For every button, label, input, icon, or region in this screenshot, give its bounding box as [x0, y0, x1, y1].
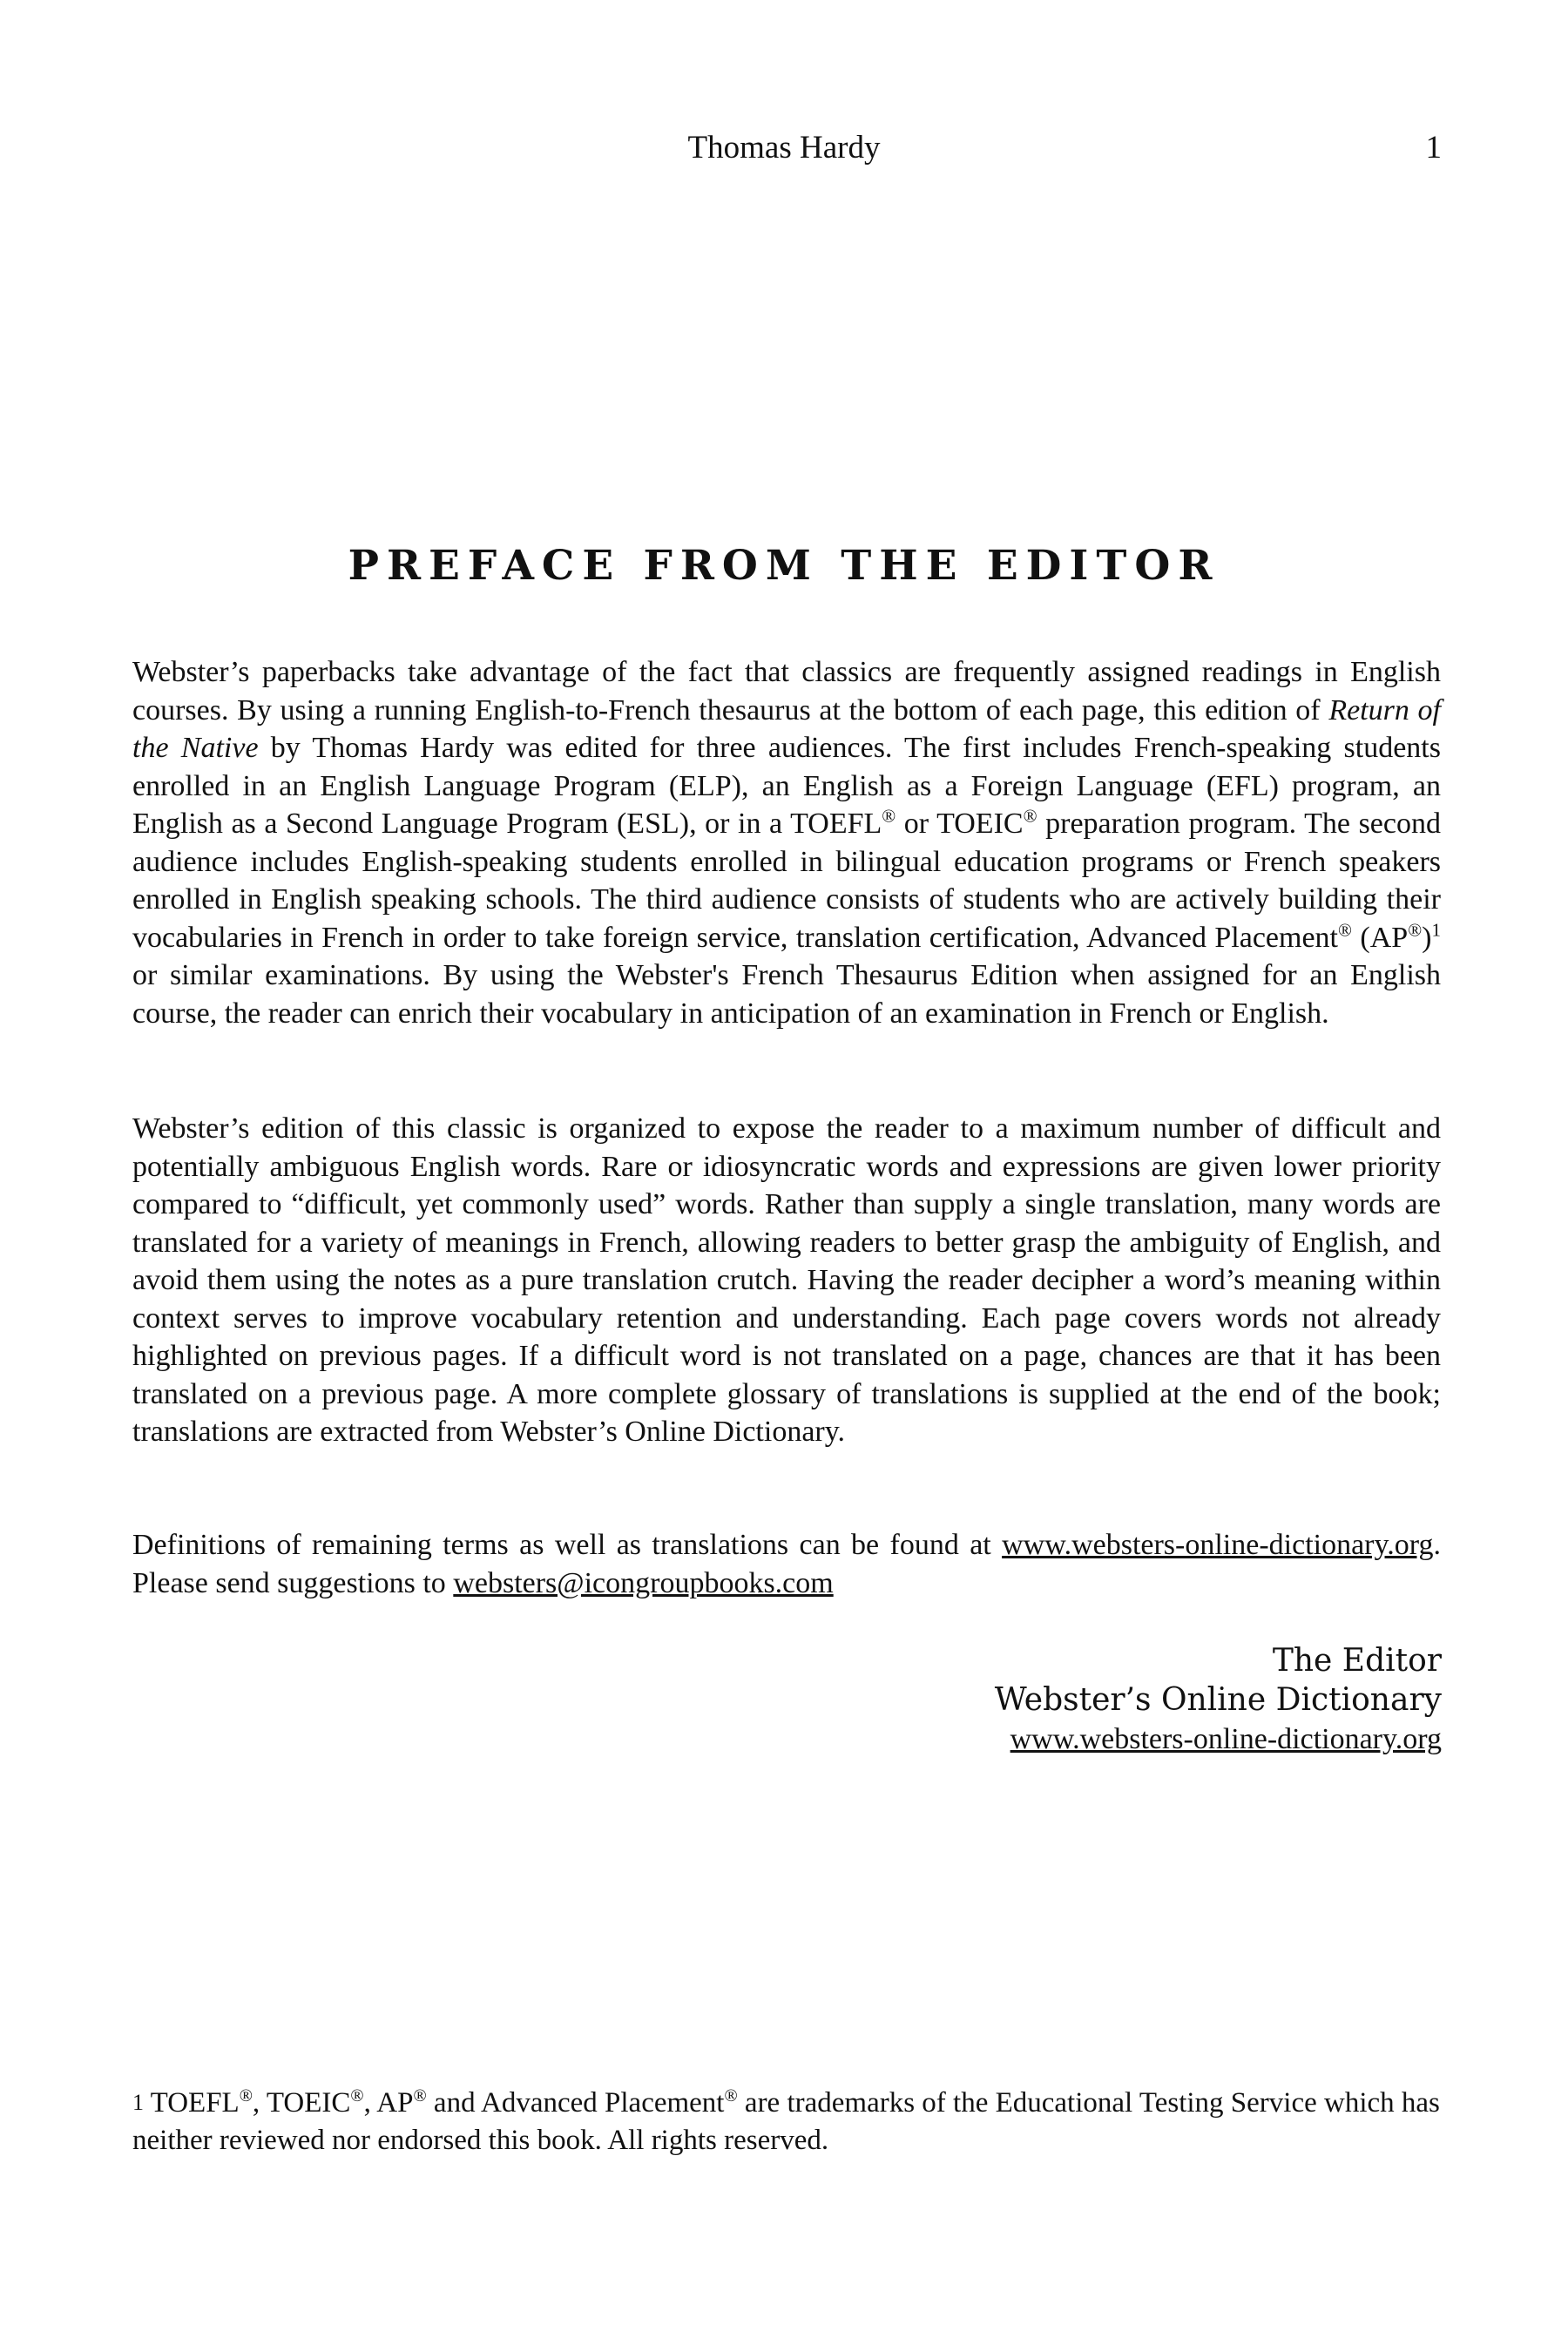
- registered-mark: ®: [1338, 919, 1352, 941]
- registered-mark: ®: [1023, 805, 1037, 827]
- paragraph-text: Definitions of remaining terms as well as translations can be found at: [132, 1529, 1003, 1561]
- intro-paragraph: [132, 653, 1441, 1032]
- signature-editor: The Editor: [1272, 1643, 1442, 1679]
- page-number: 1: [1425, 130, 1442, 166]
- footnote-text: are trademarks of the Educational Testing Service which has neither reviewed nor endorsed this book. All rights reserved.: [132, 2087, 1440, 2156]
- signature-block: [995, 1641, 1442, 1759]
- registered-mark: ®: [239, 2086, 253, 2105]
- footnote-text: , AP: [363, 2087, 414, 2119]
- running-header: [0, 129, 1568, 181]
- dictionary-link[interactable]: www.websters-online-dictionary.org: [1002, 1529, 1434, 1561]
- book-title: Return of the Native: [132, 693, 1441, 764]
- paragraph-text: or similar examinations. By using the Webster's French Thesaurus Edition when assigned for an English course, the reader can enrich their vocabulary in anticipation of an examination in French or English.: [132, 959, 1441, 1030]
- email-link[interactable]: websters@icongroupbooks.com: [453, 1566, 834, 1599]
- paragraph-text: or TOEIC: [896, 808, 1024, 840]
- registered-mark: ®: [1408, 919, 1423, 941]
- signature-organization: Webster’s Online Dictionary: [994, 1682, 1442, 1718]
- footnote-text: TOEFL: [144, 2087, 240, 2119]
- paragraph-text: Webster’s paperbacks take advantage of the fact that classics are frequently assigned readings in English courses. By using a running English-to-French thesaurus at the bottom of each page, this edition of: [132, 656, 1441, 727]
- footnote-reference[interactable]: 1: [1431, 919, 1441, 941]
- footnote-text: , TOEIC: [252, 2087, 351, 2119]
- contact-paragraph: [132, 1526, 1441, 1602]
- registered-mark: ®: [350, 2086, 364, 2105]
- organization-paragraph: Webster’s edition of this classic is organized to expose the reader to a maximum number of difficult and potentially ambiguous English words. Rare or idiosyncratic words and expressions are given lower priority compared to “difficult, yet commonly used” words. Rather than supply a single translation, many words are translated for a variety of meanings in French, allowing readers to better grasp the ambiguity of English, and avoid them using the notes as a pure translation crutch. Having the reader decipher a word’s meaning within context serves to improve vocabulary retention and understanding. Each page covers words not already highlighted on previous pages. If a difficult word is not translated on a page, chances are that it has been translated on a previous page. A more complete glossary of translations is supplied at the end of the book; translations are extracted from Webster’s Online Dictionary.: [132, 1112, 1441, 1448]
- footnote-marker: 1: [132, 2090, 144, 2115]
- footnote-text: and Advanced Placement: [426, 2087, 725, 2119]
- paragraph-text: ): [1422, 921, 1432, 954]
- footnote: [132, 2084, 1441, 2159]
- registered-mark: ®: [724, 2086, 738, 2105]
- header-author: Thomas Hardy: [687, 130, 881, 166]
- registered-mark: ®: [413, 2086, 427, 2105]
- registered-mark: ®: [882, 805, 896, 827]
- paragraph-text: preparation program. The second audience includes English-speaking students enrolled in bilingual education programs or French speakers enrolled in English speaking schools. The third audience consists of students who are actively building their vocabularies in French in order to take foreign service, translation certification, Advanced Placement: [132, 808, 1441, 954]
- page-title: PREFACE FROM THE EDITOR: [348, 542, 1220, 590]
- paragraph-text: (AP: [1351, 921, 1409, 954]
- paragraph-text: . Please send suggestions to: [132, 1529, 1441, 1599]
- signature-url-link[interactable]: www.websters-online-dictionary.org: [1010, 1723, 1442, 1755]
- paragraph-text: by Thomas Hardy was edited for three audiences. The first includes French-speaking students enrolled in an English Language Program (ELP), an English as a Foreign Language (EFL) program, an English as a Second Language Program (ESL), or in a TOEFL: [132, 732, 1441, 840]
